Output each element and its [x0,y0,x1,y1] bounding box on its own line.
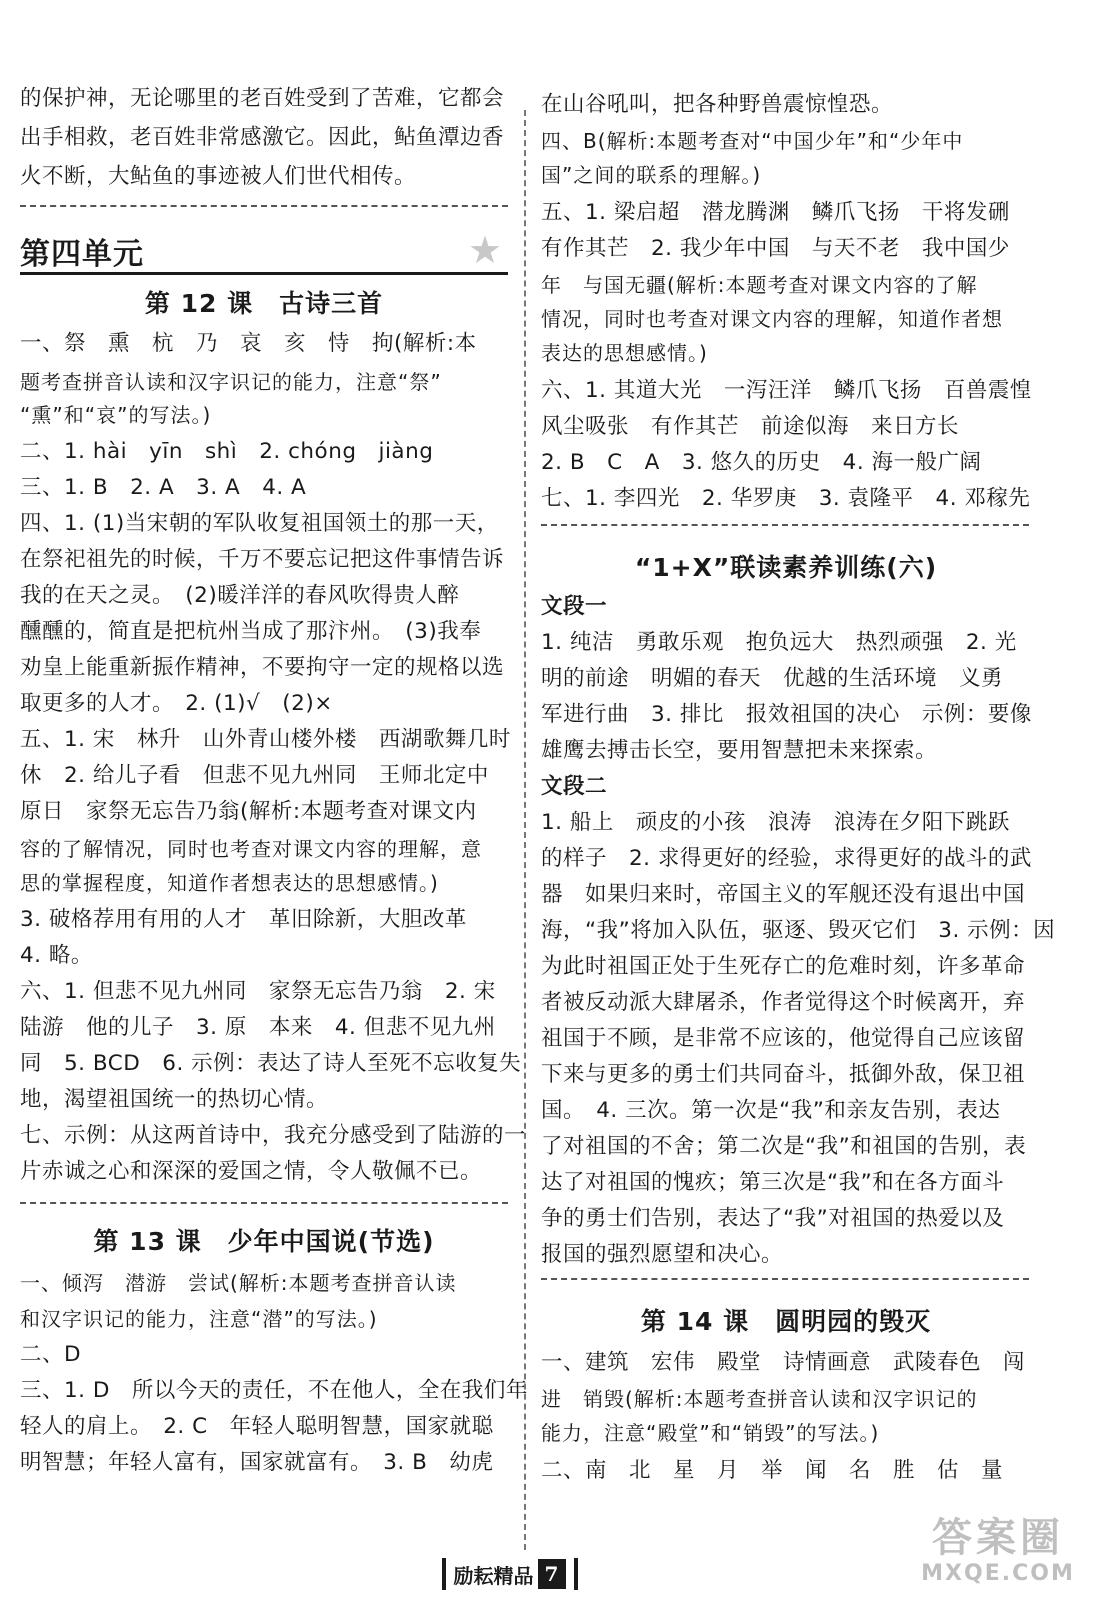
answer-line: 一、倾泻 潜游 尝试(解析:本题考查拼音认读 [20,1271,457,1295]
answer-line: 三、1. B 2. A 3. A 4. A [20,475,307,500]
answer-line: 休 2. 给儿子看 但悲不见九州同 王师北定中 [20,763,489,788]
answer-line: 片赤诚之心和深深的爱国之情，令人敬佩不已。 [20,1159,483,1184]
answer-line: 海，“我”将加入队伍，驱逐、毁灭它们 3. 示例：因 [541,918,1056,943]
answer-line: 者被反动派大肆屠杀，作者觉得这个时候离开，弃 [541,990,1026,1015]
answer-line: 明智慧；年轻人富有，国家就富有。 3. B 幼虎 [20,1450,494,1475]
watermark [888,1515,1108,1595]
answer-line: 轻人的肩上。 2. C 年轻人聪明智慧，国家就聪 [20,1414,494,1439]
answer-line: 思的掌握程度，知道作者想表达的思想感情。) [20,871,439,895]
answer-line: 1. 纯洁 勇敢乐观 抱负远大 热烈顽强 2. 光 [541,630,1017,655]
training-title: “1+X”联读素养训练(六) [634,553,938,582]
answer-line: 二、1. hài yīn shì 2. chóng jiàng [20,439,434,464]
text-line: 出手相救，老百姓非常感激它。因此，鲇鱼潭边香 [20,125,505,150]
answer-line: 和汉字识记的能力，注意“潜”的写法。) [20,1307,378,1331]
answer-line: 七、示例：从这两首诗中，我充分感受到了陆游的一 [20,1123,527,1148]
lesson-14-title: 第 14 课 圆明园的毁灭 [640,1307,932,1336]
section-divider [20,1202,508,1204]
answer-line: 地，渴望祖国统一的热切心情。 [20,1087,329,1112]
answer-line: 二、D [20,1342,82,1367]
answer-line: 我的在天之灵。 (2)暖洋洋的春风吹得贵人醉 [20,583,460,608]
answer-line: 取更多的人才。 2. (1)√ (2)× [20,691,333,716]
answer-line: 在祭祀祖先的时候，千万不要忘记把这件事情告诉 [20,547,505,572]
answer-line: 2. B C A 3. 悠久的历史 4. 海一般广阔 [541,450,982,475]
answer-line: 了对祖国的不舍；第二次是“我”和祖国的告别，表 [541,1134,1027,1159]
page-footer [412,1555,607,1593]
watermark-text: 答案圈 [932,1515,1064,1561]
answer-line: 年 与国无疆(解析:本题考查对课文内容的了解 [541,273,978,297]
answer-line: 为此时祖国正处于生死存亡的危难时刻，许多革命 [541,954,1026,979]
answer-line: 情况，同时也考查对课文内容的理解，知道作者想 [541,307,1003,331]
answer-line: 军进行曲 3. 排比 报效祖国的决心 示例：要像 [541,702,1032,727]
answer-line: 国。 4. 三次。第一次是“我”和亲友告别，表达 [541,1098,1001,1123]
answer-line: 醺醺的，简直是把杭州当成了那汴州。 (3)我奉 [20,619,482,644]
watermark-url: MXQE.COM [921,1561,1075,1586]
answer-line: 能力，注意“殿堂”和“销毁”的写法。) [541,1421,880,1445]
answer-line: 的样子 2. 求得更好的经验，求得更好的战斗的武 [541,846,1032,871]
answer-line: 器 如果归来时，帝国主义的军舰还没有退出中国 [541,882,1026,907]
answer-line: 明的前途 明媚的春天 优越的生活环境 义勇 [541,666,1004,691]
answer-line: 三、1. D 所以今天的责任，不在他人，全在我们年 [20,1378,528,1403]
answer-line: 争的勇士们告别，表达了“我”对祖国的热爱以及 [541,1206,1005,1231]
text-line: 火不断，大鲇鱼的事迹被人们世代相传。 [20,164,417,189]
answer-line: 雄鹰去搏击长空，要用智慧把未来探索。 [541,738,938,763]
answer-line: 有作其芒 2. 我少年中国 与天不老 我中国少 [541,236,1010,261]
answer-line: 风尘吸张 有作其芒 前途似海 来日方长 [541,414,960,439]
answer-line: “熏”和“哀”的写法。) [20,403,212,427]
answer-line: 祖国于不顾，是非常不应该的，他觉得自己应该留 [541,1026,1026,1051]
answer-line: 1. 船上 顽皮的小孩 浪涛 浪涛在夕阳下跳跃 [541,810,1010,835]
page-number: 7 [538,1559,566,1589]
answer-line: 达了对祖国的愧疚；第三次是“我”和在各方面斗 [541,1170,1005,1195]
unit-underline [20,272,508,275]
lesson-12-title: 第 12 课 古诗三首 [144,289,384,318]
answer-line: 题考查拼音认读和汉字识记的能力，注意“祭” [20,370,442,394]
answer-line: 五、1. 宋 林升 山外青山楼外楼 西湖歌舞几时 [20,727,511,752]
answer-line: 陆游 他的儿子 3. 原 本来 4. 但悲不见九州 [20,1015,496,1040]
answer-line: 六、1. 但悲不见九州同 家祭无忘告乃翁 2. 宋 [20,979,496,1004]
answer-line: 劝皇上能重新振作精神，不要拘守一定的规格以选 [20,655,505,680]
section-divider [541,1278,1029,1280]
footer-bar-right [574,1558,578,1590]
section-divider [541,524,1029,526]
answer-line: 4. 略。 [20,943,93,968]
answer-line: 六、1. 其道大光 一泻汪洋 鳞爪飞扬 百兽震惶 [541,378,1032,403]
unit-title: 第四单元 [20,237,144,272]
answer-line: 七、1. 李四光 2. 华罗庚 3. 袁隆平 4. 邓稼先 [541,486,1031,511]
segment-label: 文段二 [541,774,608,799]
answer-line: 进 销毁(解析:本题考查拼音认读和汉字识记的 [541,1387,978,1411]
answer-line: 一、建筑 宏伟 殿堂 诗情画意 武陵春色 闯 [541,1350,1026,1375]
column-divider [524,110,526,1550]
answer-line: 二、南 北 星 月 举 闻 名 胜 估 量 [541,1458,1004,1483]
answer-line: 容的了解情况，同时也考查对课文内容的理解，意 [20,837,482,861]
answer-line: 四、1. (1)当宋朝的军队收复祖国领土的那一天， [20,511,499,536]
section-divider [20,205,508,207]
answer-line: 一、祭 熏 杭 乃 哀 亥 恃 拘(解析:本 [20,331,477,356]
answer-line: 四、B(解析:本题考查对“中国少年”和“少年中 [541,129,964,153]
footer-brand: 励耘精品 [453,1563,534,1588]
answer-line: 五、1. 梁启超 潜龙腾渊 鳞爪飞扬 干将发硎 [541,200,1010,225]
star-icon: ★ [467,228,503,272]
text-line: 的保护神，无论哪里的老百姓受到了苦难，它都会 [20,86,505,111]
segment-label: 文段一 [541,594,608,619]
footer-bar-left [442,1558,446,1590]
answer-line: 报国的强烈愿望和决心。 [541,1242,784,1267]
answer-line: 原日 家祭无忘告乃翁(解析:本题考查对课文内 [20,799,477,824]
answer-line: 下来与更多的勇士们共同奋斗，抵御外敌，保卫祖 [541,1062,1026,1087]
answer-line: 同 5. BCD 6. 示例：表达了诗人至死不忘收复失 [20,1051,522,1076]
answer-line: 国”之间的联系的理解。) [541,163,762,187]
answer-line: 3. 破格荐用有用的人才 革旧除新，大胆改革 [20,907,467,932]
lesson-13-title: 第 13 课 少年中国说(节选) [93,1227,435,1256]
answer-line: 表达的思想感情。) [541,341,708,365]
answer-line: 在山谷吼叫，把各种野兽震惊惶恐。 [541,92,894,117]
